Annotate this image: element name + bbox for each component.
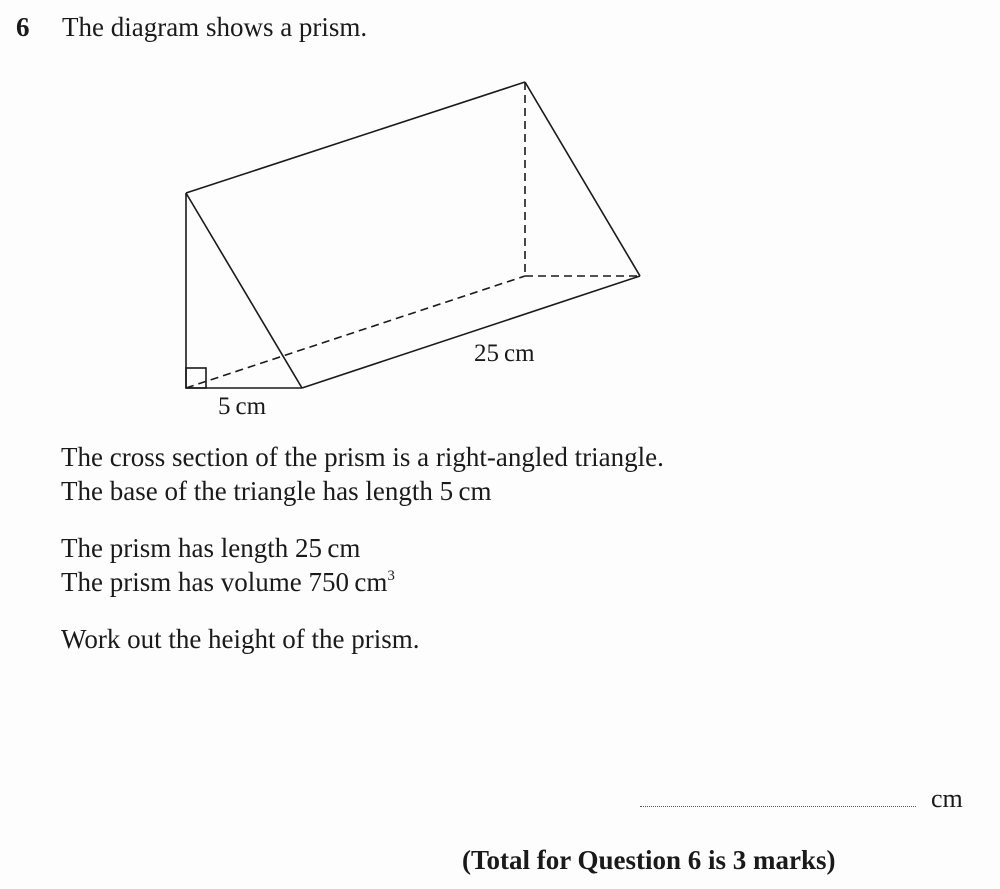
volume-superscript: 3 bbox=[387, 568, 395, 584]
text-prism-volume bbox=[61, 567, 395, 598]
bottom-length-edge bbox=[302, 276, 640, 388]
question-title: The diagram shows a prism. bbox=[62, 12, 368, 42]
question-number: 6 bbox=[16, 12, 30, 42]
answer-unit: cm bbox=[931, 784, 963, 813]
text-base-length: The base of the triangle has length 5 cm bbox=[61, 476, 492, 506]
answer-line[interactable] bbox=[640, 806, 916, 807]
total-marks: (Total for Question 6 is 3 marks) bbox=[462, 845, 836, 875]
text-instruction: Work out the height of the prism. bbox=[61, 624, 420, 654]
label-prism-length: 25 cm bbox=[474, 340, 535, 367]
right-angle-marker bbox=[186, 368, 206, 388]
hidden-length-edge bbox=[186, 276, 525, 388]
label-base-length: 5 cm bbox=[218, 393, 267, 420]
top-length-edge bbox=[186, 82, 525, 193]
text-prism-length: The prism has length 25 cm bbox=[61, 533, 361, 563]
text-cross-section: The cross section of the prism is a right-angled triangle. bbox=[61, 442, 664, 472]
front-hypotenuse-edge bbox=[186, 193, 302, 388]
back-hypotenuse-edge bbox=[525, 82, 640, 276]
prism-diagram bbox=[0, 0, 1000, 440]
volume-text: The prism has volume 750 cm bbox=[61, 567, 388, 597]
